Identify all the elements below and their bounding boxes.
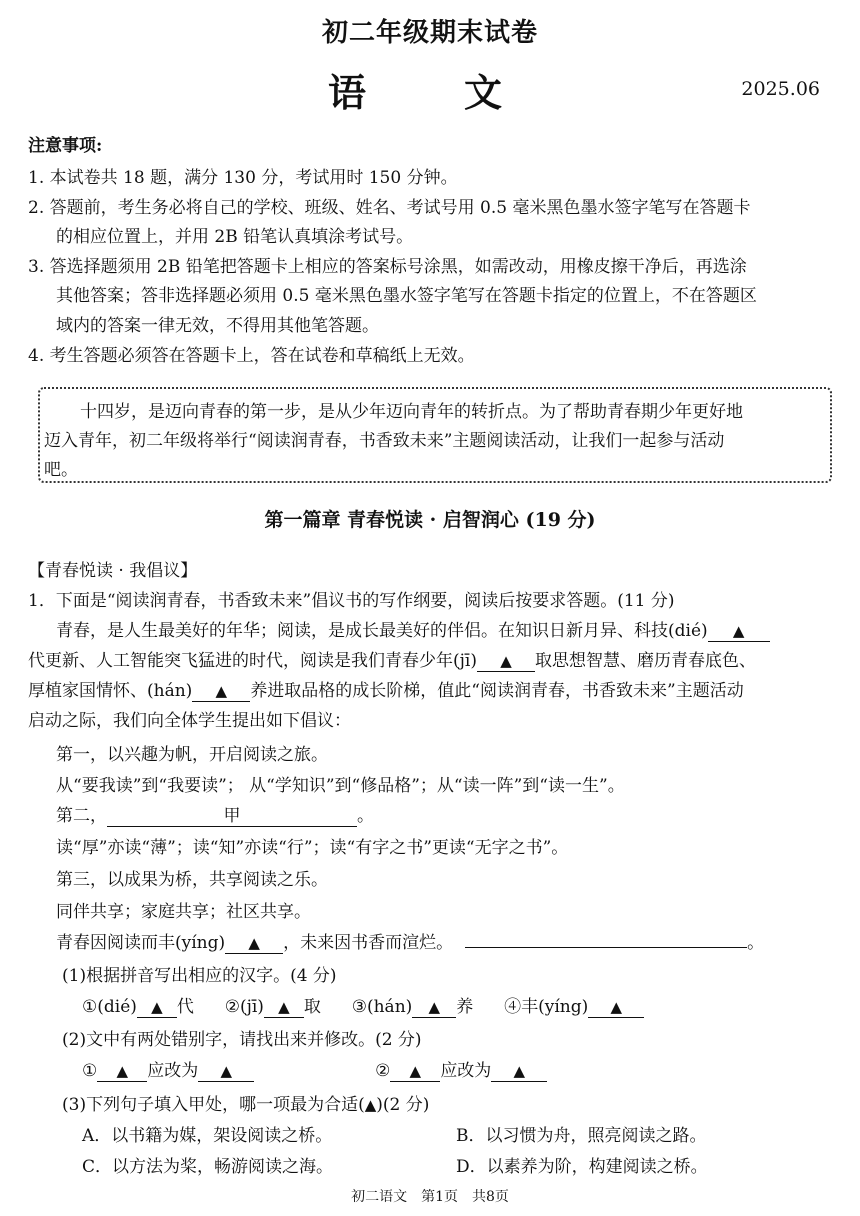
blank-jia-label: 甲 <box>223 806 241 826</box>
answer-blank[interactable] <box>588 998 644 1018</box>
triangle-icon: ▲ <box>215 682 228 700</box>
triangle-icon: ▲ <box>116 1062 129 1080</box>
item-suffix: 取 <box>303 997 321 1017</box>
notice-line: 4. 考生答题必须答在答题卡上，答在试卷和草稿纸上无效。 <box>28 346 475 366</box>
item-label: ② <box>375 1061 391 1081</box>
passage-text: 青春，是人生最美好的年华；阅读，是成长最美好的伴侣。在知识日新月异、科技(dié) <box>56 621 708 641</box>
notice-line: 3. 答选择题须用 2B 铅笔把答题卡上相应的答案标号涂黑，如需改动，用橡皮擦干净后，再选涂 <box>28 257 747 277</box>
triangle-icon: ▲ <box>610 998 622 1016</box>
page-footer: 初二语文 第1页 共8页 <box>351 1189 509 1205</box>
initiative-2 <box>56 801 374 827</box>
passage-line <box>28 676 744 702</box>
triangle-icon: ▲ <box>409 1062 422 1080</box>
answer-blank[interactable] <box>708 622 770 642</box>
passage-line <box>28 646 756 672</box>
item-text: 应改为 <box>147 1061 199 1081</box>
passage-line <box>56 616 770 642</box>
answer-blank[interactable] <box>192 682 250 702</box>
answer-blank[interactable] <box>477 652 535 672</box>
triangle-icon: ▲ <box>248 934 260 952</box>
passage-text: 养进取品格的成长阶梯，值此“阅读润青春，书香致未来”主题活动 <box>250 681 744 701</box>
stem-text: )(2 分) <box>376 1095 430 1115</box>
triangle-icon: ▲ <box>220 1062 233 1080</box>
triangle-icon: ▲ <box>364 1096 377 1114</box>
answer-blank[interactable] <box>137 998 177 1018</box>
passage-line: 启动之际，我们向全体学生提出如下倡议： <box>28 711 351 731</box>
initiative-3-detail: 同伴共享；家庭共享；社区共享。 <box>56 902 311 922</box>
intro-box <box>38 387 832 483</box>
answer-blank[interactable] <box>97 1062 147 1082</box>
item-suffix: 代 <box>176 997 194 1017</box>
triangle-icon: ▲ <box>151 998 163 1016</box>
item-label: ①(dié) <box>82 997 137 1017</box>
sub-question-2-answers <box>82 1056 547 1082</box>
answer-blank[interactable] <box>390 1062 440 1082</box>
passage-text: 取思想智慧、磨历青春底色、 <box>534 651 756 671</box>
intro-line: 吧。 <box>44 460 78 480</box>
passage-text: 厚植家国情怀、(hán) <box>28 681 193 701</box>
option-b[interactable]: B．以习惯为舟，照亮阅读之路。 <box>456 1126 707 1146</box>
sub-question-2-stem: (2)文中有两处错别字，请找出来并修改。(2 分) <box>62 1030 422 1050</box>
sub-question-1-answers <box>82 992 644 1018</box>
notice-line: 1. 本试卷共 18 题，满分 130 分，考试用时 150 分钟。 <box>28 168 458 188</box>
answer-blank[interactable] <box>225 934 283 954</box>
item-suffix: 养 <box>456 997 474 1017</box>
option-c[interactable]: C．以方法为桨，畅游阅读之海。 <box>82 1157 334 1177</box>
period: 。 <box>357 806 374 826</box>
passage-text: ，未来因书香而渲烂。 <box>283 933 454 953</box>
triangle-icon: ▲ <box>428 998 441 1016</box>
notice-line: 2. 答题前，考生务必将自己的学校、班级、姓名、考试号用 0.5 毫米黑色墨水签字笔写在答题卡 <box>28 198 751 218</box>
sub-question-1-stem: (1)根据拼音写出相应的汉字。(4 分) <box>62 966 337 986</box>
period: 。 <box>747 933 765 953</box>
notice-line: 域内的答案一律无效，不得用其他笔答题。 <box>56 316 379 336</box>
passage-text: 代更新、人工智能突飞猛进的时代，阅读是我们青春少年(jī) <box>28 651 477 671</box>
section-title: 第一篇章 青春悦读 · 启智润心 (19 分) <box>264 509 596 531</box>
initiative-1-detail: 从“要我读”到“我要读”； 从“学知识”到“修品格”；从“读一阵”到“读一生”。 <box>56 776 625 796</box>
part-label: 【青春悦读 · 我倡议】 <box>28 561 198 581</box>
notice-title: 注意事项: <box>28 136 103 156</box>
option-a[interactable]: A．以书籍为媒，架设阅读之桥。 <box>82 1126 333 1146</box>
subject-title: 语 文 <box>327 70 532 115</box>
answer-blank[interactable] <box>412 998 456 1018</box>
answer-blank[interactable] <box>264 998 304 1018</box>
item-label: ④丰(yíng) <box>504 997 589 1017</box>
item-text: 应改为 <box>440 1061 492 1081</box>
option-d[interactable]: D．以素养为阶，构建阅读之桥。 <box>456 1157 708 1177</box>
exam-date: 2025.06 <box>741 78 820 100</box>
intro-line: 迈入青年，初二年级将举行“阅读润青春，书香致未来”主题阅读活动，让我们一起参与活动 <box>44 431 725 451</box>
triangle-icon: ▲ <box>500 652 512 670</box>
answer-blank[interactable] <box>465 947 747 948</box>
answer-blank[interactable] <box>491 1062 547 1082</box>
triangle-icon: ▲ <box>278 998 290 1016</box>
triangle-icon: ▲ <box>732 622 745 640</box>
initiative-2-label: 第二， <box>56 806 107 826</box>
initiative-1: 第一，以兴趣为帆，开启阅读之旅。 <box>56 745 328 765</box>
answer-blank[interactable] <box>198 1062 254 1082</box>
intro-line: 十四岁，是迈向青春的第一步，是从少年迈向青年的转折点。为了帮助青春期少年更好地 <box>80 402 743 422</box>
blank-jia[interactable] <box>107 807 357 827</box>
notice-line: 其他答案；答非选择题必须用 0.5 毫米黑色墨水签字笔写在答题卡指定的位置上，不在答题区 <box>56 286 757 306</box>
initiative-3: 第三，以成果为桥，共享阅读之乐。 <box>56 870 328 890</box>
item-label: ③(hán) <box>351 997 413 1017</box>
triangle-icon: ▲ <box>513 1062 526 1080</box>
stem-text: (3)下列句子填入甲处，哪一项最为合适( <box>62 1095 365 1115</box>
item-label: ②(jī) <box>224 997 264 1017</box>
question-1-stem: 1．下面是“阅读润青春，书香致未来”倡议书的写作纲要，阅读后按要求答题。(11 分) <box>28 591 675 611</box>
exam-title: 初二年级期末试卷 <box>321 18 538 48</box>
notice-line: 的相应位置上，并用 2B 铅笔认真填涂考试号。 <box>56 227 414 247</box>
passage-ending <box>56 928 764 954</box>
initiative-2-detail: 读“厚”亦读“薄”；读“知”亦读“行”；读“有字之书”更读“无字之书”。 <box>56 838 569 858</box>
passage-text: 青春因阅读而丰(yíng) <box>56 933 226 953</box>
item-label: ① <box>82 1061 98 1081</box>
sub-question-3-stem <box>62 1090 429 1115</box>
